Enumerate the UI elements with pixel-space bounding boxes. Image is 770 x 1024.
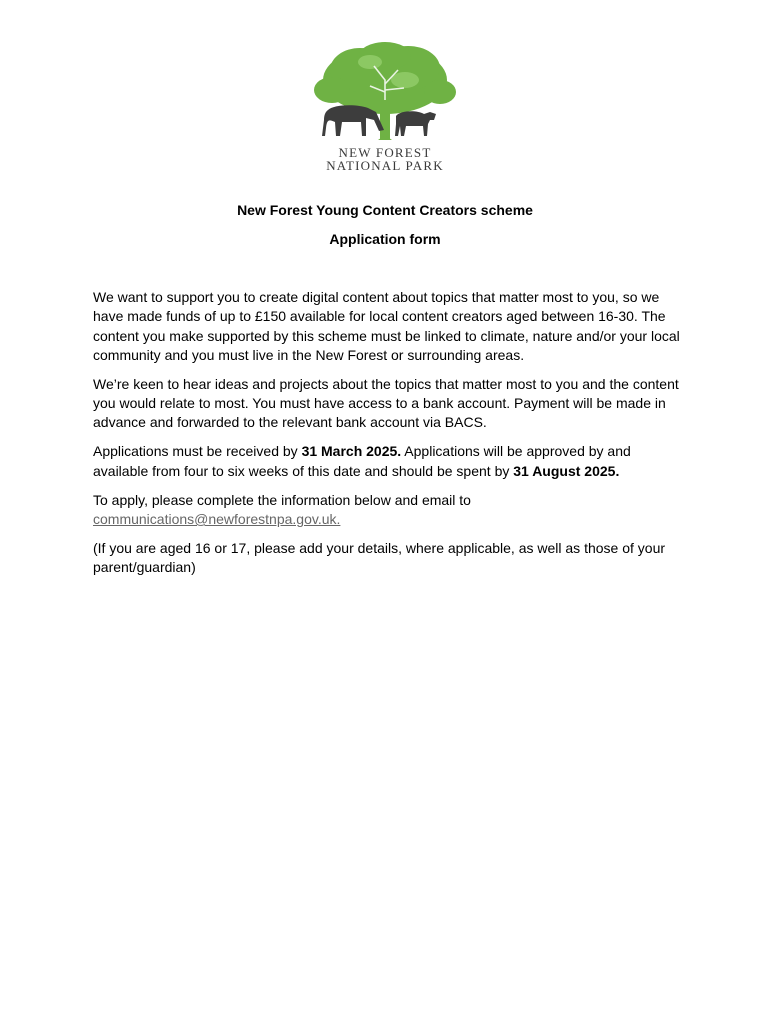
national-park-logo — [300, 40, 470, 175]
logo-text-line2: NATIONAL PARK — [326, 158, 444, 173]
intro-paragraph: We want to support you to create digital content about topics that matter most to you, so we have made funds of up to £150 available for local content creators aged between 16-30. The content you make supported by this scheme must be linked to climate, nature and/or your local community and you must live in the New Forest or surrounding areas. — [93, 289, 680, 363]
tree-and-ponies-icon — [300, 40, 470, 146]
ideas-paragraph: We’re keen to hear ideas and projects about the topics that matter most to you and the content you would relate to most. You must have access to a bank account. Payment will be made in advance and forwarded to the relevant bank account via BACS. — [93, 375, 679, 431]
deadline-text-1: Applications must be received by — [93, 443, 302, 460]
document-subtitle: Application form — [329, 231, 441, 247]
apply-text: To apply, please complete the information below and email to — [93, 491, 471, 508]
guardian-note: (If you are aged 16 or 17, please add your details, where applicable, as well as those of your parent/guardian) — [93, 540, 666, 576]
spend-by-date: 31 August 2025. — [513, 462, 620, 479]
email-link[interactable]: communications@newforestnpa.gov.uk. — [93, 511, 341, 528]
deadline-text-2: Applications will be approved by and available from four to six weeks of this date and should be spent by — [93, 443, 631, 479]
logo-text-line1: NEW FOREST — [338, 145, 432, 160]
document-body — [93, 288, 683, 587]
document-title: New Forest Young Content Creators scheme — [237, 202, 533, 218]
apply-paragraph — [93, 491, 683, 530]
deadline-paragraph — [93, 442, 683, 481]
deadline-date: 31 March 2025. — [301, 443, 402, 460]
